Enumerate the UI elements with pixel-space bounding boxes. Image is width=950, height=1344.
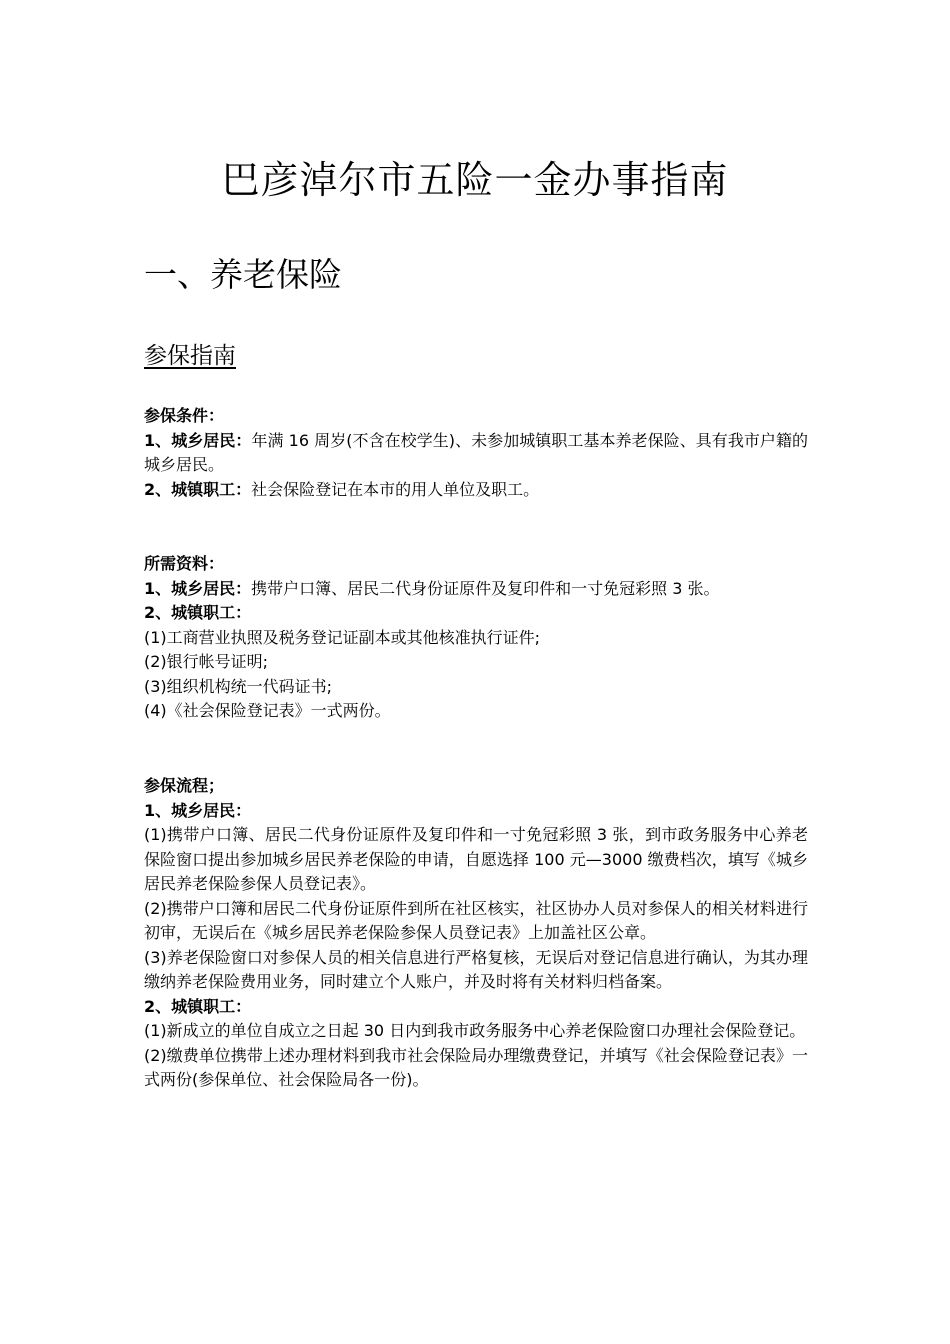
process-step: (3)养老保险窗口对参保人员的相关信息进行严格复核，无误后对登记信息进行确认，为其办理缴纳养老保险费用业务，同时建立个人账户，并及时将有关材料归档备案。 xyxy=(144,947,808,991)
conditions-heading: 参保条件： xyxy=(144,406,225,425)
materials-line: (3)组织机构统一代码证书; xyxy=(144,676,333,696)
materials-item-2-label: 2、城镇职工： xyxy=(144,603,252,622)
section-heading-pension: 一、养老保险 xyxy=(144,255,342,294)
subheading-enrollment-guide: 参保指南 xyxy=(144,343,236,369)
conditions-item-2-text: 社会保险登记在本市的用人单位及职工。 xyxy=(251,479,540,499)
materials-line: (1)工商营业执照及税务登记证副本或其他核准执行证件; xyxy=(144,627,541,647)
conditions-item-1-label: 1、城乡居民： xyxy=(144,430,252,450)
process-step: (1)新成立的单位自成立之日起 30 日内到我市政务服务中心养老保险窗口办理社会保险登记。 xyxy=(144,1021,806,1040)
materials-item-1-text: 携带户口簿、居民二代身份证原件及复印件和一寸免冠彩照 3 张。 xyxy=(251,578,720,598)
process-block xyxy=(144,774,808,1093)
materials-item-1 xyxy=(144,577,808,602)
process-group-1-label: 1、城乡居民： xyxy=(144,800,252,820)
process-step: (1)携带户口簿、居民二代身份证原件及复印件和一寸免冠彩照 3 张，到市政务服务中心养老保险窗口提出参加城乡居民养老保险的申请，自愿选择 100 元—3000 缴费档次，填写《城乡居民养老保险参保人员登记表》。 xyxy=(144,825,808,893)
conditions-item-2 xyxy=(144,478,808,503)
materials-heading: 所需资料： xyxy=(144,554,225,573)
process-heading: 参保流程； xyxy=(144,776,225,795)
materials-line: (2)银行帐号证明; xyxy=(144,652,269,671)
materials-item-1-label: 1、城乡居民： xyxy=(144,578,252,598)
document-title: 巴彦淖尔市五险一金办事指南 xyxy=(221,158,729,202)
materials-block xyxy=(144,552,808,724)
materials-line: (4)《社会保险登记表》一式两份。 xyxy=(144,701,391,720)
process-step: (2)缴费单位携带上述办理材料到我市社会保险局办理缴费登记，并填写《社会保险登记表》一式两份(参保单位、社会保险局各一份)。 xyxy=(144,1045,808,1089)
conditions-item-1 xyxy=(144,429,808,478)
conditions-item-1-text: 年满 16 周岁(不含在校学生)、未参加城镇职工基本养老保险、具有我市户籍的城乡居民。 xyxy=(144,430,808,474)
conditions-block xyxy=(144,404,808,502)
process-group-2-label: 2、城镇职工： xyxy=(144,996,252,1016)
process-step: (2)携带户口簿和居民二代身份证原件到所在社区核实，社区协办人员对参保人的相关材料进行初审，无误后在《城乡居民养老保险参保人员登记表》上加盖社区公章。 xyxy=(144,898,808,942)
conditions-item-2-label: 2、城镇职工： xyxy=(144,479,252,499)
